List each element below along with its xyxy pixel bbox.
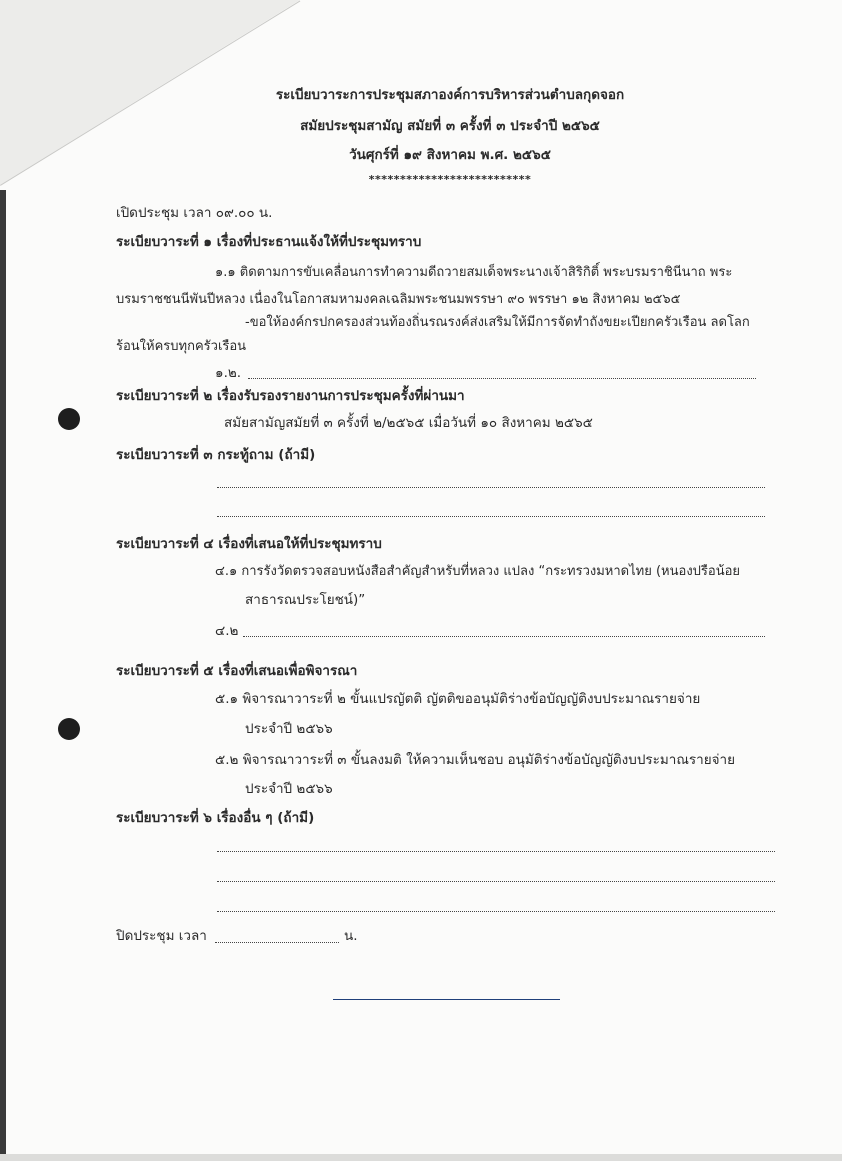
- agenda5-item2-line2: ประจำปี ๒๕๖๖: [245, 781, 333, 797]
- agenda6-blank-3: [217, 911, 775, 912]
- agenda4-item1-line2: สาธารณประโยชน์)”: [245, 592, 366, 608]
- punch-hole-bottom: [58, 718, 80, 740]
- agenda3-blank-2: [217, 516, 765, 517]
- agenda1-item2-blank: [248, 378, 756, 379]
- doc-session: สมัยประชุมสามัญ สมัยที่ ๓ ครั้งที่ ๓ ประจำปี ๒๕๖๕: [300, 118, 600, 134]
- agenda5-item1-line1: ๕.๑ พิจารณาวาระที่ ๒ ขั้นแปรญัตติ ญัตติขออนุมัติร่างข้อบัญญัติงบประมาณรายจ่าย: [215, 691, 701, 707]
- agenda1-item2: ๑.๒.: [215, 365, 242, 381]
- doc-title: ระเบียบวาระการประชุมสภาองค์การบริหารส่วนตำบลกุดจอก: [275, 87, 625, 103]
- agenda6-blank-2: [217, 881, 775, 882]
- closing-rule: [333, 999, 560, 1000]
- agenda5-item2-line1: ๕.๒ พิจารณาวาระที่ ๓ ขั้นลงมติ ให้ความเห็นชอบ อนุมัติร่างข้อบัญญัติงบประมาณรายจ่าย: [215, 752, 736, 768]
- agenda1-item1-sub-line1: -ขอให้องค์กรปกครองส่วนท้องถิ่นรณรงค์ส่งเสริมให้มีการจัดทำถังขยะเปียกครัวเรือน ลดโลก: [245, 315, 750, 330]
- punch-hole-top: [58, 408, 80, 430]
- scan-bottom-edge: [0, 1154, 842, 1161]
- agenda4-heading: ระเบียบวาระที่ ๔ เรื่องที่เสนอให้ที่ประชุมทราบ: [116, 536, 382, 552]
- opening-time: เปิดประชุม เวลา ๐๙.๐๐ น.: [116, 205, 273, 221]
- agenda1-item1-line2: บรมราชชนนีพันปีหลวง เนื่องในโอกาสมหามงคลเฉลิมพระชนมพรรษา ๙๐ พรรษา ๑๒ สิงหาคม ๒๕๖๕: [116, 292, 681, 307]
- agenda3-heading: ระเบียบวาระที่ ๓ กระทู้ถาม (ถ้ามี): [116, 447, 316, 463]
- agenda1-item1-sub-line2: ร้อนให้ครบทุกครัวเรือน: [116, 339, 247, 354]
- closing-unit: น.: [344, 928, 358, 944]
- agenda3-blank-1: [217, 487, 765, 488]
- agenda2-detail: สมัยสามัญสมัยที่ ๓ ครั้งที่ ๒/๒๕๖๕ เมื่อวันที่ ๑๐ สิงหาคม ๒๕๖๕: [224, 415, 593, 431]
- agenda4-item1-line1: ๔.๑ การรังวัดตรวจสอบหนังสือสำคัญสำหรับที่หลวง แปลง “กระทรวงมหาดไทย (หนองปรือน้อย: [215, 564, 741, 579]
- agenda1-heading: ระเบียบวาระที่ ๑ เรื่องที่ประธานแจ้งให้ที่ประชุมทราบ: [116, 234, 422, 250]
- agenda5-heading: ระเบียบวาระที่ ๕ เรื่องที่เสนอเพื่อพิจารณา: [116, 663, 358, 679]
- doc-date: วันศุกร์ที่ ๑๙ สิงหาคม พ.ศ. ๒๕๖๕: [349, 147, 551, 163]
- closing-time-blank: [215, 942, 339, 943]
- scan-left-edge: [0, 190, 6, 1161]
- agenda5-item1-line2: ประจำปี ๒๕๖๖: [245, 721, 333, 737]
- agenda6-blank-1: [217, 851, 775, 852]
- doc-separator: **************************: [368, 173, 532, 186]
- agenda2-heading: ระเบียบวาระที่ ๒ เรื่องรับรองรายงานการประชุมครั้งที่ผ่านมา: [116, 388, 465, 404]
- agenda6-heading: ระเบียบวาระที่ ๖ เรื่องอื่น ๆ (ถ้ามี): [116, 810, 315, 826]
- closing-label: ปิดประชุม เวลา: [116, 928, 207, 944]
- agenda4-item2: ๔.๒: [215, 623, 239, 639]
- agenda4-item2-blank: [243, 636, 765, 637]
- agenda1-item1-line1: ๑.๑ ติดตามการขับเคลื่อนการทำความดีถวายสมเด็จพระนางเจ้าสิริกิติ์ พระบรมราชินีนาถ พระ: [215, 265, 733, 280]
